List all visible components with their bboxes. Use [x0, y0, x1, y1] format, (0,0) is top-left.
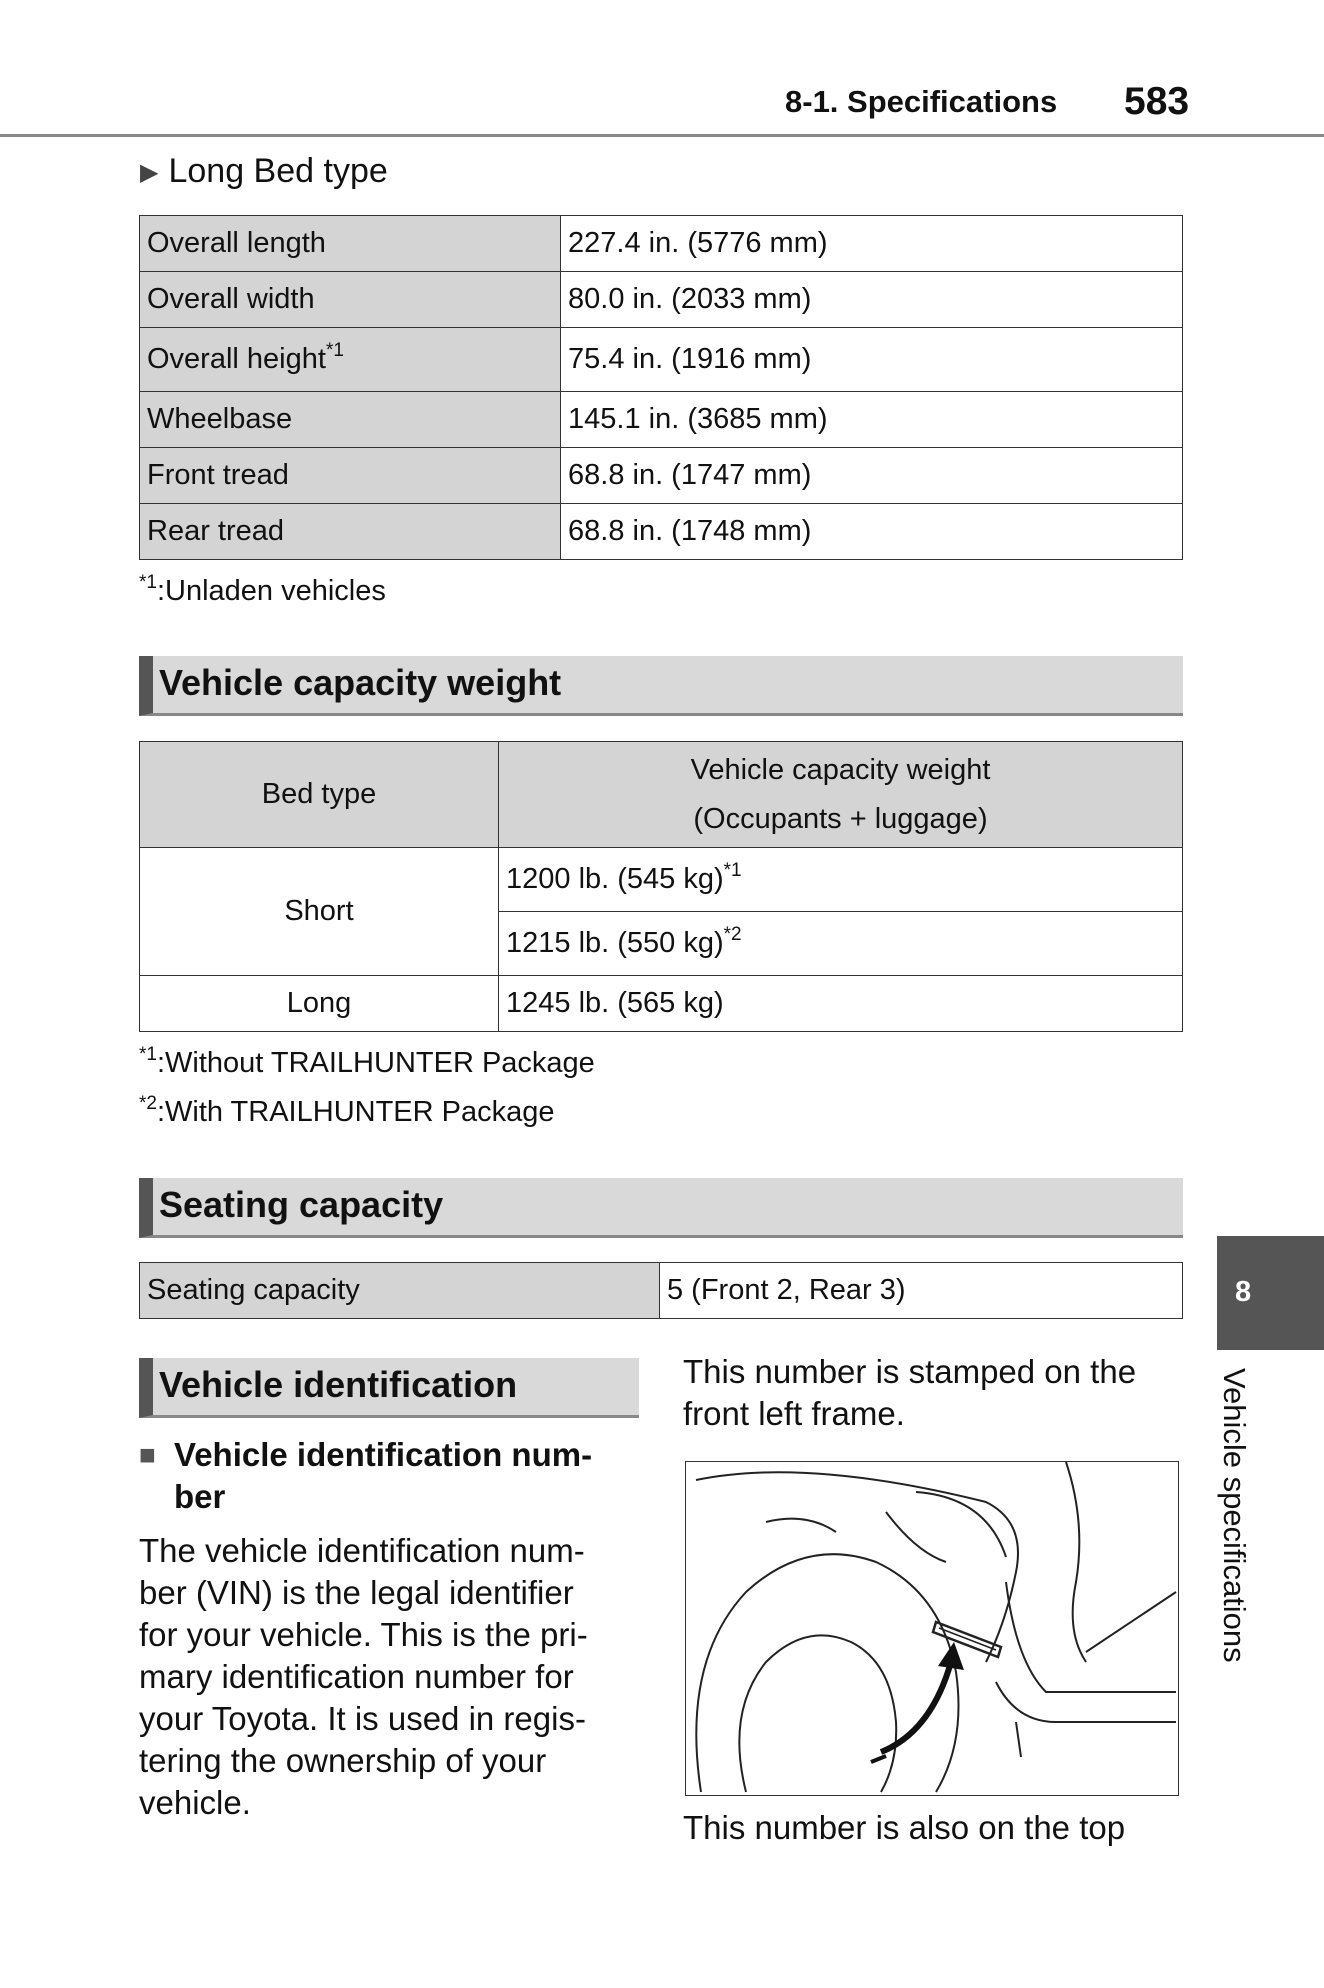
dimension-value: 227.4 in. (5776 mm) — [561, 216, 1183, 272]
capacity-table — [139, 741, 1183, 1032]
table-header-row — [140, 742, 1183, 848]
triangle-bullet-icon: ▶ — [140, 159, 159, 186]
dimension-value: 80.0 in. (2033 mm) — [561, 272, 1183, 328]
vin-also-text: This number is also on the top — [683, 1809, 1126, 1846]
footnote-unladen: $^{*1}$:Unladen vehicles — [139, 572, 386, 607]
footnote-with-trailhunter: $^{*2}$:With TRAILHUNTER Package — [139, 1093, 555, 1128]
seating-table — [139, 1262, 1183, 1319]
section-title-seating: Seating capacity — [139, 1178, 1183, 1238]
chapter-number: 8 — [1235, 1276, 1252, 1308]
table-row — [140, 328, 1183, 392]
square-bullet-icon: ■ — [139, 1439, 156, 1470]
section-title-capacity: Vehicle capacity weight — [139, 656, 1183, 716]
column-header-capacity: Vehicle capacity weight (Occupants + luggage) — [499, 742, 1183, 848]
column-header-bed-type: Bed type — [140, 742, 499, 848]
capacity-value: 1215 lb. (550 kg)$^{*2}$ — [499, 912, 1183, 976]
running-header-section: 8-1. Specifications — [785, 84, 1058, 119]
vin-location-text: This number is stamped on the front left frame. — [683, 1353, 1137, 1432]
long-bed-heading-text: Long Bed type — [168, 152, 388, 190]
wheel-frame-drawing — [686, 1462, 1180, 1797]
dimensions-table — [139, 215, 1183, 560]
bed-type-short: Short — [140, 848, 499, 976]
vin-description: The vehicle identification num- ber (VIN) is the legal identifier for your vehicle. This is the pri- mary identification number for your Toyota. It is used in regis- tering the ownership of your vehicle. — [139, 1532, 588, 1821]
seating-label: Seating capacity — [140, 1263, 660, 1319]
table-row — [140, 272, 1183, 328]
table-row — [140, 448, 1183, 504]
table-row — [140, 504, 1183, 560]
bed-type-long: Long — [140, 976, 499, 1032]
section-title-vehicle-identification: Vehicle identification — [139, 1358, 639, 1418]
table-row — [140, 216, 1183, 272]
dimension-label: Rear tread — [140, 504, 561, 560]
dimension-label: Front tread — [140, 448, 561, 504]
chapter-label: Vehicle specifications — [1217, 1368, 1252, 1663]
capacity-value: 1200 lb. (545 kg)$^{*1}$ — [499, 848, 1183, 912]
vin-location-illustration — [685, 1461, 1179, 1796]
page-number: 583 — [1124, 80, 1190, 123]
table-row — [140, 392, 1183, 448]
table-row — [140, 848, 1183, 912]
table-row — [140, 976, 1183, 1032]
long-bed-heading — [140, 152, 388, 191]
dimension-label: Overall width — [140, 272, 561, 328]
header-divider — [0, 134, 1324, 137]
dimension-value: 145.1 in. (3685 mm) — [561, 392, 1183, 448]
dimension-value: 68.8 in. (1747 mm) — [561, 448, 1183, 504]
footnote-mark: *1 — [325, 340, 344, 361]
vin-subheading: ■ Vehicle identification num- ber — [139, 1436, 593, 1515]
footnote-without-trailhunter: $^{*1}$:Without TRAILHUNTER Package — [139, 1044, 595, 1079]
dimension-value: 75.4 in. (1916 mm) — [561, 328, 1183, 392]
dimension-value: 68.8 in. (1748 mm) — [561, 504, 1183, 560]
chapter-tab[interactable] — [1217, 1236, 1324, 1350]
dimension-label: Overall height$^{*1}$ — [140, 328, 561, 392]
seating-value: 5 (Front 2, Rear 3) — [660, 1263, 1183, 1319]
capacity-value: 1245 lb. (565 kg) — [499, 976, 1183, 1032]
table-row — [140, 1263, 1183, 1319]
dimension-label: Overall length — [140, 216, 561, 272]
dimension-label: Wheelbase — [140, 392, 561, 448]
